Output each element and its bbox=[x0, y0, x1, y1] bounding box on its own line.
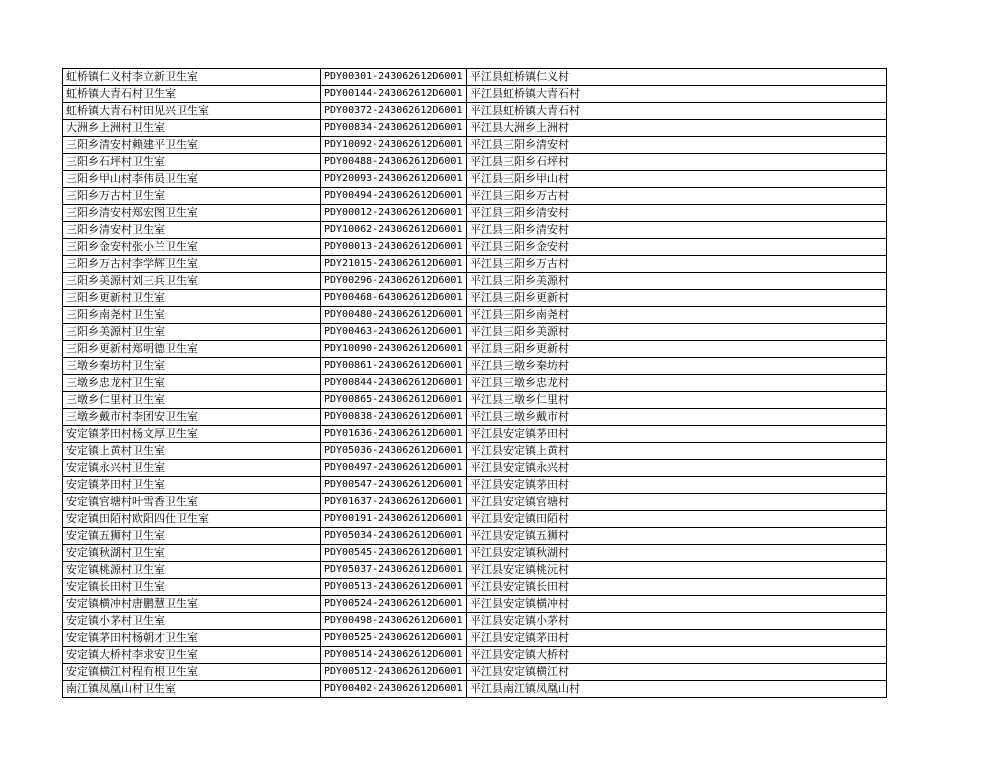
clinic-name-cell: 安定镇横江村程有根卫生室 bbox=[63, 664, 321, 681]
address-cell: 平江县三墩乡忠龙村 bbox=[467, 375, 887, 392]
clinic-name-cell: 三阳乡更新村郑明德卫生室 bbox=[63, 341, 321, 358]
license-code-cell: PDY00513-243062612D6001 bbox=[321, 579, 467, 596]
license-code-cell: PDY00525-243062612D6001 bbox=[321, 630, 467, 647]
license-code-cell: PDY00494-243062612D6001 bbox=[321, 188, 467, 205]
clinic-name-cell: 安定镇大桥村李求安卫生室 bbox=[63, 647, 321, 664]
clinic-name-cell: 三阳乡美源村刘三兵卫生室 bbox=[63, 273, 321, 290]
clinic-name-cell: 安定镇秋湖村卫生室 bbox=[63, 545, 321, 562]
license-code-cell: PDY00844-243062612D6001 bbox=[321, 375, 467, 392]
license-code-cell: PDY00547-243062612D6001 bbox=[321, 477, 467, 494]
clinic-registry-table bbox=[62, 68, 887, 698]
license-code-cell: PDY00191-243062612D6001 bbox=[321, 511, 467, 528]
address-cell: 平江县虹桥镇仁义村 bbox=[467, 69, 887, 86]
table-row bbox=[63, 222, 887, 239]
table-row bbox=[63, 358, 887, 375]
license-code-cell: PDY10062-243062612D6001 bbox=[321, 222, 467, 239]
clinic-name-cell: 安定镇茅田村卫生室 bbox=[63, 477, 321, 494]
clinic-name-cell: 安定镇小茅村卫生室 bbox=[63, 613, 321, 630]
address-cell: 平江县安定镇官塘村 bbox=[467, 494, 887, 511]
address-cell: 平江县三阳乡美源村 bbox=[467, 324, 887, 341]
address-cell: 平江县安定镇小茅村 bbox=[467, 613, 887, 630]
address-cell: 平江县安定镇桃沅村 bbox=[467, 562, 887, 579]
table-row bbox=[63, 256, 887, 273]
address-cell: 平江县三阳乡更新村 bbox=[467, 341, 887, 358]
license-code-cell: PDY00144-243062612D6001 bbox=[321, 86, 467, 103]
license-code-cell: PDY00463-243062612D6001 bbox=[321, 324, 467, 341]
table-row bbox=[63, 205, 887, 222]
table-row bbox=[63, 681, 887, 698]
address-cell: 平江县三阳乡万古村 bbox=[467, 188, 887, 205]
table-row bbox=[63, 137, 887, 154]
clinic-name-cell: 安定镇田陌村欧阳四仕卫生室 bbox=[63, 511, 321, 528]
table-row bbox=[63, 545, 887, 562]
address-cell: 平江县安定镇秋湖村 bbox=[467, 545, 887, 562]
address-cell: 平江县安定镇大桥村 bbox=[467, 647, 887, 664]
table-row bbox=[63, 103, 887, 120]
clinic-name-cell: 虹桥镇大青石村卫生室 bbox=[63, 86, 321, 103]
table-body bbox=[63, 69, 887, 698]
address-cell: 平江县安定镇茅田村 bbox=[467, 426, 887, 443]
table-row bbox=[63, 579, 887, 596]
address-cell: 平江县三阳乡金安村 bbox=[467, 239, 887, 256]
address-cell: 平江县三阳乡清安村 bbox=[467, 222, 887, 239]
address-cell: 平江县虹桥镇大青石村 bbox=[467, 86, 887, 103]
table-row bbox=[63, 664, 887, 681]
license-code-cell: PDY00372-243062612D6001 bbox=[321, 103, 467, 120]
clinic-name-cell: 三阳乡清安村卫生室 bbox=[63, 222, 321, 239]
license-code-cell: PDY00013-243062612D6001 bbox=[321, 239, 467, 256]
clinic-name-cell: 安定镇长田村卫生室 bbox=[63, 579, 321, 596]
address-cell: 平江县大洲乡上洲村 bbox=[467, 120, 887, 137]
clinic-name-cell: 三阳乡金安村张小兰卫生室 bbox=[63, 239, 321, 256]
table-row bbox=[63, 630, 887, 647]
table-row bbox=[63, 409, 887, 426]
license-code-cell: PDY00468-643062612D6001 bbox=[321, 290, 467, 307]
table-row bbox=[63, 613, 887, 630]
address-cell: 平江县三阳乡清安村 bbox=[467, 137, 887, 154]
address-cell: 平江县安定镇横冲村 bbox=[467, 596, 887, 613]
table-row bbox=[63, 239, 887, 256]
address-cell: 平江县安定镇茅田村 bbox=[467, 477, 887, 494]
table-row bbox=[63, 69, 887, 86]
clinic-name-cell: 三墩乡忠龙村卫生室 bbox=[63, 375, 321, 392]
address-cell: 平江县三阳乡石坪村 bbox=[467, 154, 887, 171]
clinic-name-cell: 安定镇五狮村卫生室 bbox=[63, 528, 321, 545]
table-row bbox=[63, 443, 887, 460]
license-code-cell: PDY00296-243062612D6001 bbox=[321, 273, 467, 290]
clinic-name-cell: 三阳乡甲山村李伟员卫生室 bbox=[63, 171, 321, 188]
table-row bbox=[63, 324, 887, 341]
license-code-cell: PDY00545-243062612D6001 bbox=[321, 545, 467, 562]
address-cell: 平江县三阳乡甲山村 bbox=[467, 171, 887, 188]
license-code-cell: PDY00301-243062612D6001 bbox=[321, 69, 467, 86]
license-code-cell: PDY00480-243062612D6001 bbox=[321, 307, 467, 324]
table-row bbox=[63, 341, 887, 358]
license-code-cell: PDY01636-243062612D6001 bbox=[321, 426, 467, 443]
table-row bbox=[63, 375, 887, 392]
address-cell: 平江县虹桥镇大青石村 bbox=[467, 103, 887, 120]
table-row bbox=[63, 307, 887, 324]
address-cell: 平江县安定镇田陌村 bbox=[467, 511, 887, 528]
address-cell: 平江县三阳乡清安村 bbox=[467, 205, 887, 222]
license-code-cell: PDY00012-243062612D6001 bbox=[321, 205, 467, 222]
clinic-name-cell: 安定镇桃源村卫生室 bbox=[63, 562, 321, 579]
table-row bbox=[63, 188, 887, 205]
license-code-cell: PDY05034-243062612D6001 bbox=[321, 528, 467, 545]
table-row bbox=[63, 460, 887, 477]
license-code-cell: PDY00498-243062612D6001 bbox=[321, 613, 467, 630]
table-row bbox=[63, 154, 887, 171]
address-cell: 平江县南江镇凤凰山村 bbox=[467, 681, 887, 698]
clinic-name-cell: 大洲乡上洲村卫生室 bbox=[63, 120, 321, 137]
license-code-cell: PDY10092-243062612D6001 bbox=[321, 137, 467, 154]
clinic-name-cell: 三阳乡清安村郑宏图卫生室 bbox=[63, 205, 321, 222]
clinic-name-cell: 三阳乡清安村赖建平卫生室 bbox=[63, 137, 321, 154]
clinic-name-cell: 三阳乡石坪村卫生室 bbox=[63, 154, 321, 171]
address-cell: 平江县安定镇长田村 bbox=[467, 579, 887, 596]
table-row bbox=[63, 86, 887, 103]
license-code-cell: PDY01637-243062612D6001 bbox=[321, 494, 467, 511]
address-cell: 平江县安定镇上黄村 bbox=[467, 443, 887, 460]
address-cell: 平江县安定镇横江村 bbox=[467, 664, 887, 681]
address-cell: 平江县安定镇五狮村 bbox=[467, 528, 887, 545]
table-row bbox=[63, 528, 887, 545]
table-row bbox=[63, 511, 887, 528]
license-code-cell: PDY00497-243062612D6001 bbox=[321, 460, 467, 477]
license-code-cell: PDY00488-243062612D6001 bbox=[321, 154, 467, 171]
address-cell: 平江县三阳乡更新村 bbox=[467, 290, 887, 307]
license-code-cell: PDY00838-243062612D6001 bbox=[321, 409, 467, 426]
clinic-name-cell: 三阳乡南尧村卫生室 bbox=[63, 307, 321, 324]
address-cell: 平江县三阳乡南尧村 bbox=[467, 307, 887, 324]
clinic-name-cell: 南江镇凤凰山村卫生室 bbox=[63, 681, 321, 698]
license-code-cell: PDY05036-243062612D6001 bbox=[321, 443, 467, 460]
table-row bbox=[63, 647, 887, 664]
clinic-name-cell: 安定镇上黄村卫生室 bbox=[63, 443, 321, 460]
clinic-name-cell: 安定镇官塘村叶雪香卫生室 bbox=[63, 494, 321, 511]
table-row bbox=[63, 273, 887, 290]
clinic-name-cell: 三阳乡美源村卫生室 bbox=[63, 324, 321, 341]
clinic-name-cell: 安定镇横冲村唐鹏慧卫生室 bbox=[63, 596, 321, 613]
table-row bbox=[63, 171, 887, 188]
address-cell: 平江县三阳乡万古村 bbox=[467, 256, 887, 273]
table-row bbox=[63, 562, 887, 579]
clinic-name-cell: 三阳乡万古村李学辉卫生室 bbox=[63, 256, 321, 273]
license-code-cell: PDY21015-243062612D6001 bbox=[321, 256, 467, 273]
table-row bbox=[63, 120, 887, 137]
clinic-name-cell: 三墩乡戴市村李团安卫生室 bbox=[63, 409, 321, 426]
clinic-name-cell: 三墩乡秦坊村卫生室 bbox=[63, 358, 321, 375]
address-cell: 平江县三墩乡戴市村 bbox=[467, 409, 887, 426]
address-cell: 平江县三阳乡美源村 bbox=[467, 273, 887, 290]
license-code-cell: PDY00834-243062612D6001 bbox=[321, 120, 467, 137]
clinic-name-cell: 安定镇茅田村杨朝才卫生室 bbox=[63, 630, 321, 647]
address-cell: 平江县安定镇永兴村 bbox=[467, 460, 887, 477]
address-cell: 平江县三墩乡秦坊村 bbox=[467, 358, 887, 375]
clinic-name-cell: 三阳乡万古村卫生室 bbox=[63, 188, 321, 205]
table-row bbox=[63, 477, 887, 494]
table-row bbox=[63, 290, 887, 307]
clinic-name-cell: 虹桥镇大青石村田见兴卫生室 bbox=[63, 103, 321, 120]
license-code-cell: PDY20093-243062612D6001 bbox=[321, 171, 467, 188]
clinic-name-cell: 三阳乡更新村卫生室 bbox=[63, 290, 321, 307]
clinic-name-cell: 安定镇永兴村卫生室 bbox=[63, 460, 321, 477]
clinic-name-cell: 虹桥镇仁义村李立新卫生室 bbox=[63, 69, 321, 86]
table-row bbox=[63, 426, 887, 443]
license-code-cell: PDY00865-243062612D6001 bbox=[321, 392, 467, 409]
clinic-name-cell: 三墩乡仁里村卫生室 bbox=[63, 392, 321, 409]
clinic-name-cell: 安定镇茅田村杨文厚卫生室 bbox=[63, 426, 321, 443]
address-cell: 平江县三墩乡仁里村 bbox=[467, 392, 887, 409]
table-row bbox=[63, 392, 887, 409]
license-code-cell: PDY10090-243062612D6001 bbox=[321, 341, 467, 358]
license-code-cell: PDY00861-243062612D6001 bbox=[321, 358, 467, 375]
license-code-cell: PDY00514-243062612D6001 bbox=[321, 647, 467, 664]
license-code-cell: PDY00402-243062612D6001 bbox=[321, 681, 467, 698]
address-cell: 平江县安定镇茅田村 bbox=[467, 630, 887, 647]
license-code-cell: PDY00512-243062612D6001 bbox=[321, 664, 467, 681]
table-row bbox=[63, 494, 887, 511]
table-row bbox=[63, 596, 887, 613]
license-code-cell: PDY05037-243062612D6001 bbox=[321, 562, 467, 579]
license-code-cell: PDY00524-243062612D6001 bbox=[321, 596, 467, 613]
